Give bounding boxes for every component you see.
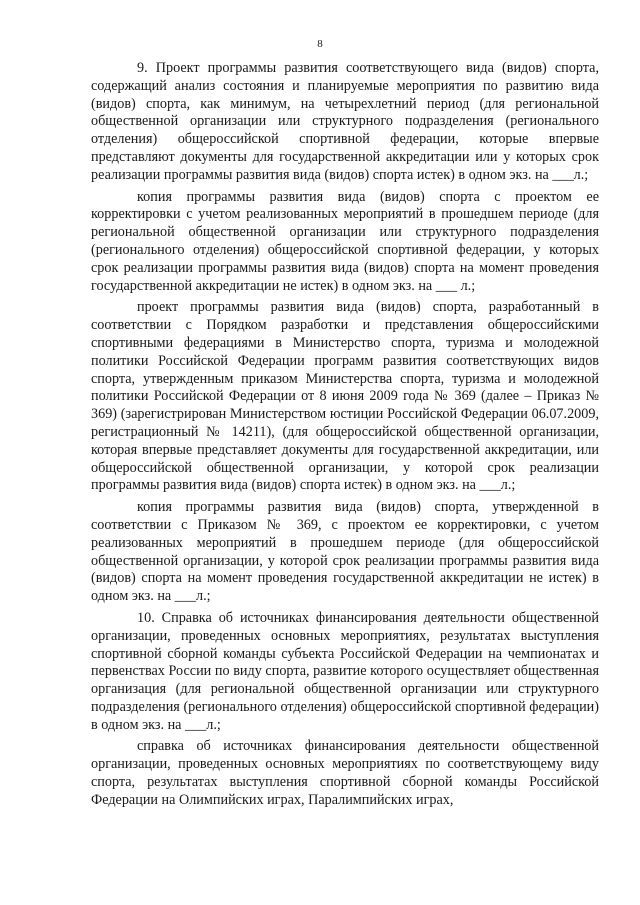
paragraph-program-copy-national: копия программы развития вида (видов) спорта, утвержденной в соответствии с Приказом № 369, с проектом ее корректировки, с учетом реализованных мероприятий в прошедшем периоде (для общероссийской общественной организации, у которой срок реализации программы развития вида (видов) спорта на момент проведения государственной аккредитации не истек) в одном экз. на ___л.; [91, 499, 599, 605]
paragraph-program-copy-regional: копия программы развития вида (видов) спорта с проектом ее корректировки с учетом реализованных мероприятий в прошедшем периоде (для региональной общественной организации или структурного подразделения (регионального отделения) общероссийской спортивной федерации, у которых срок реализации программы развития вида (видов) спорта на момент проведения государственной аккредитации не истек) в одном экз. на ___ л.; [91, 188, 599, 294]
page-number: 8 [317, 38, 323, 50]
paragraph-9-program-project: 9. Проект программы развития соответствующего вида (видов) спорта, содержащий анализ состояния и планируемые мероприятия по развитию вида (видов) спорта, как минимум, на четырехлетний период (для региональной общественной организации или структурного подразделения (регионального отделения) общероссийской спортивной федерации, которые впервые представляют документы для государственной аккредитации или у которых срок реализации программы развития вида (видов) спорта истек) в одном экз. на ___л.; [91, 60, 599, 183]
paragraph-10-funding-certificate: 10. Справка об источниках финансирования деятельности общественной организации, проведенных основных мероприятиях, результатах выступления спортивной сборной команды субъекта Российской Федерации на чемпионатах и первенствах России по виду спорта, развитие которого осуществляет общественная организация (для региональной общественной организации или структурного подразделения (регионального отделения) общероссийской спортивной федерации) в одном экз. на ___л.; [91, 609, 599, 733]
paragraph-funding-certificate-national: справка об источниках финансирования деятельности общественной организации, проведенных основных мероприятиях по соответствующему виду спорта, результатах выступления спортивной сборной команды Российской Федерации на Олимпийских играх, Паралимпийских играх, [91, 738, 599, 808]
document-body [91, 60, 599, 814]
paragraph-program-project-national: проект программы развития вида (видов) спорта, разработанный в соответствии с Порядком разработки и представления общероссийскими спортивными федерациями в Министерство спорта, туризма и молодежной политики Российской Федерации программ развития соответствующих видов спорта, утвержденным приказом Министерства спорта, туризма и молодежной политики Российской Федерации от 8 июня 2009 года № 369 (далее – Приказ № 369) (зарегистрирован Министерством юстиции Российской Федерации 06.07.2009, регистрационный № 14211), (для общероссийской общественной организации, которая впервые представляет документы для государственной аккредитации, или общероссийской общественной организации, у которой срок реализации программы развития вида (видов) спорта истек) в одном экз. на ___л.; [91, 299, 599, 494]
